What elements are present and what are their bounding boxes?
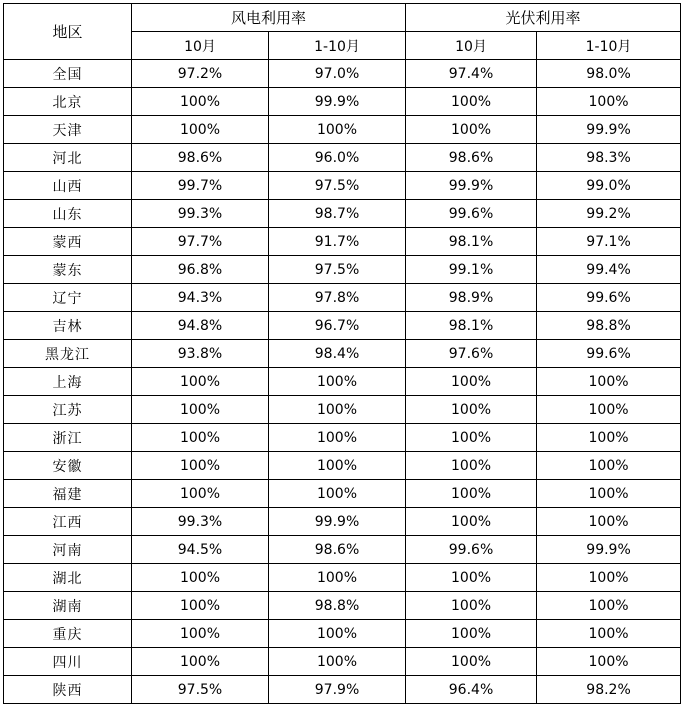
solar-ytd-cell: 100% [537, 480, 681, 508]
solar-oct-cell: 100% [406, 424, 537, 452]
utilization-table [3, 3, 681, 704]
region-cell: 湖北 [4, 564, 132, 592]
table-row [4, 172, 681, 200]
wind-ytd-cell: 100% [269, 424, 406, 452]
region-cell: 黑龙江 [4, 340, 132, 368]
solar-ytd-cell: 100% [537, 396, 681, 424]
wind-oct-cell: 100% [132, 648, 269, 676]
solar-ytd-cell: 99.9% [537, 116, 681, 144]
wind-ytd-cell: 100% [269, 116, 406, 144]
table-row [4, 592, 681, 620]
solar-oct-cell: 100% [406, 480, 537, 508]
region-cell: 河北 [4, 144, 132, 172]
wind-oct-cell: 97.7% [132, 228, 269, 256]
wind-ytd-header: 1-10月 [269, 32, 406, 60]
solar-oct-cell: 99.9% [406, 172, 537, 200]
solar-ytd-cell: 99.6% [537, 284, 681, 312]
solar-oct-cell: 96.4% [406, 676, 537, 704]
table-row [4, 284, 681, 312]
region-cell: 重庆 [4, 620, 132, 648]
wind-utilization-header: 风电利用率 [132, 4, 406, 32]
table-row [4, 340, 681, 368]
wind-oct-cell: 100% [132, 564, 269, 592]
wind-oct-header: 10月 [132, 32, 269, 60]
solar-oct-cell: 97.4% [406, 60, 537, 88]
wind-ytd-cell: 100% [269, 620, 406, 648]
wind-ytd-cell: 98.7% [269, 200, 406, 228]
wind-ytd-cell: 100% [269, 396, 406, 424]
wind-oct-cell: 100% [132, 396, 269, 424]
solar-oct-cell: 98.6% [406, 144, 537, 172]
solar-ytd-cell: 99.2% [537, 200, 681, 228]
table-row [4, 536, 681, 564]
region-cell: 吉林 [4, 312, 132, 340]
wind-ytd-cell: 100% [269, 648, 406, 676]
region-cell: 浙江 [4, 424, 132, 452]
region-cell: 蒙东 [4, 256, 132, 284]
solar-ytd-cell: 97.1% [537, 228, 681, 256]
table-row [4, 424, 681, 452]
table-row [4, 200, 681, 228]
solar-ytd-cell: 98.0% [537, 60, 681, 88]
solar-oct-cell: 98.1% [406, 312, 537, 340]
region-cell: 山东 [4, 200, 132, 228]
region-cell: 湖南 [4, 592, 132, 620]
region-cell: 江西 [4, 508, 132, 536]
wind-ytd-cell: 97.5% [269, 256, 406, 284]
wind-ytd-cell: 97.9% [269, 676, 406, 704]
table-row [4, 564, 681, 592]
wind-oct-cell: 93.8% [132, 340, 269, 368]
wind-oct-cell: 98.6% [132, 144, 269, 172]
wind-ytd-cell: 96.7% [269, 312, 406, 340]
region-cell: 天津 [4, 116, 132, 144]
region-header: 地区 [4, 4, 132, 60]
solar-oct-cell: 98.1% [406, 228, 537, 256]
wind-ytd-cell: 100% [269, 452, 406, 480]
wind-ytd-cell: 98.6% [269, 536, 406, 564]
region-cell: 陕西 [4, 676, 132, 704]
wind-ytd-cell: 100% [269, 480, 406, 508]
wind-ytd-cell: 97.5% [269, 172, 406, 200]
wind-oct-cell: 99.3% [132, 508, 269, 536]
solar-ytd-cell: 100% [537, 88, 681, 116]
solar-oct-cell: 100% [406, 116, 537, 144]
wind-ytd-cell: 100% [269, 564, 406, 592]
table-row [4, 368, 681, 396]
table-row [4, 256, 681, 284]
region-cell: 北京 [4, 88, 132, 116]
wind-oct-cell: 99.7% [132, 172, 269, 200]
wind-ytd-cell: 96.0% [269, 144, 406, 172]
solar-oct-cell: 100% [406, 88, 537, 116]
solar-ytd-cell: 99.4% [537, 256, 681, 284]
table-row [4, 228, 681, 256]
wind-oct-cell: 94.3% [132, 284, 269, 312]
solar-oct-cell: 100% [406, 396, 537, 424]
table-row [4, 508, 681, 536]
wind-ytd-cell: 98.4% [269, 340, 406, 368]
solar-ytd-cell: 99.6% [537, 340, 681, 368]
solar-oct-cell: 99.1% [406, 256, 537, 284]
wind-ytd-cell: 99.9% [269, 88, 406, 116]
region-cell: 山西 [4, 172, 132, 200]
solar-ytd-cell: 100% [537, 592, 681, 620]
solar-oct-cell: 99.6% [406, 200, 537, 228]
solar-ytd-cell: 100% [537, 368, 681, 396]
wind-oct-cell: 100% [132, 620, 269, 648]
region-cell: 上海 [4, 368, 132, 396]
wind-ytd-cell: 100% [269, 368, 406, 396]
solar-oct-header: 10月 [406, 32, 537, 60]
solar-ytd-cell: 100% [537, 452, 681, 480]
region-cell: 河南 [4, 536, 132, 564]
solar-ytd-cell: 100% [537, 424, 681, 452]
solar-oct-cell: 100% [406, 620, 537, 648]
solar-ytd-cell: 99.0% [537, 172, 681, 200]
wind-oct-cell: 100% [132, 480, 269, 508]
table-row [4, 676, 681, 704]
wind-ytd-cell: 99.9% [269, 508, 406, 536]
wind-oct-cell: 97.5% [132, 676, 269, 704]
wind-oct-cell: 96.8% [132, 256, 269, 284]
solar-ytd-cell: 100% [537, 508, 681, 536]
solar-ytd-cell: 100% [537, 648, 681, 676]
solar-ytd-cell: 98.2% [537, 676, 681, 704]
wind-oct-cell: 94.8% [132, 312, 269, 340]
solar-ytd-cell: 98.3% [537, 144, 681, 172]
solar-oct-cell: 100% [406, 508, 537, 536]
solar-oct-cell: 100% [406, 368, 537, 396]
region-cell: 蒙西 [4, 228, 132, 256]
solar-ytd-header: 1-10月 [537, 32, 681, 60]
solar-ytd-cell: 98.8% [537, 312, 681, 340]
wind-ytd-cell: 98.8% [269, 592, 406, 620]
table-row [4, 60, 681, 88]
table-row [4, 144, 681, 172]
solar-oct-cell: 98.9% [406, 284, 537, 312]
solar-oct-cell: 100% [406, 452, 537, 480]
region-cell: 江苏 [4, 396, 132, 424]
wind-oct-cell: 100% [132, 116, 269, 144]
region-cell: 四川 [4, 648, 132, 676]
header-row-top [4, 4, 681, 32]
wind-oct-cell: 94.5% [132, 536, 269, 564]
solar-oct-cell: 97.6% [406, 340, 537, 368]
table-row [4, 648, 681, 676]
solar-ytd-cell: 99.9% [537, 536, 681, 564]
table-header [4, 4, 681, 60]
solar-ytd-cell: 100% [537, 620, 681, 648]
table-row [4, 88, 681, 116]
wind-ytd-cell: 91.7% [269, 228, 406, 256]
solar-ytd-cell: 100% [537, 564, 681, 592]
solar-oct-cell: 99.6% [406, 536, 537, 564]
table-row [4, 116, 681, 144]
wind-oct-cell: 100% [132, 368, 269, 396]
solar-oct-cell: 100% [406, 648, 537, 676]
table-row [4, 480, 681, 508]
table-body [4, 60, 681, 704]
wind-oct-cell: 97.2% [132, 60, 269, 88]
solar-utilization-header: 光伏利用率 [406, 4, 681, 32]
solar-oct-cell: 100% [406, 592, 537, 620]
table-row [4, 452, 681, 480]
region-cell: 安徽 [4, 452, 132, 480]
wind-oct-cell: 100% [132, 452, 269, 480]
wind-oct-cell: 100% [132, 592, 269, 620]
wind-oct-cell: 100% [132, 424, 269, 452]
table-row [4, 396, 681, 424]
wind-ytd-cell: 97.8% [269, 284, 406, 312]
wind-oct-cell: 99.3% [132, 200, 269, 228]
table-row [4, 312, 681, 340]
region-cell: 辽宁 [4, 284, 132, 312]
table-row [4, 620, 681, 648]
wind-oct-cell: 100% [132, 88, 269, 116]
region-cell: 全国 [4, 60, 132, 88]
solar-oct-cell: 100% [406, 564, 537, 592]
region-cell: 福建 [4, 480, 132, 508]
wind-ytd-cell: 97.0% [269, 60, 406, 88]
